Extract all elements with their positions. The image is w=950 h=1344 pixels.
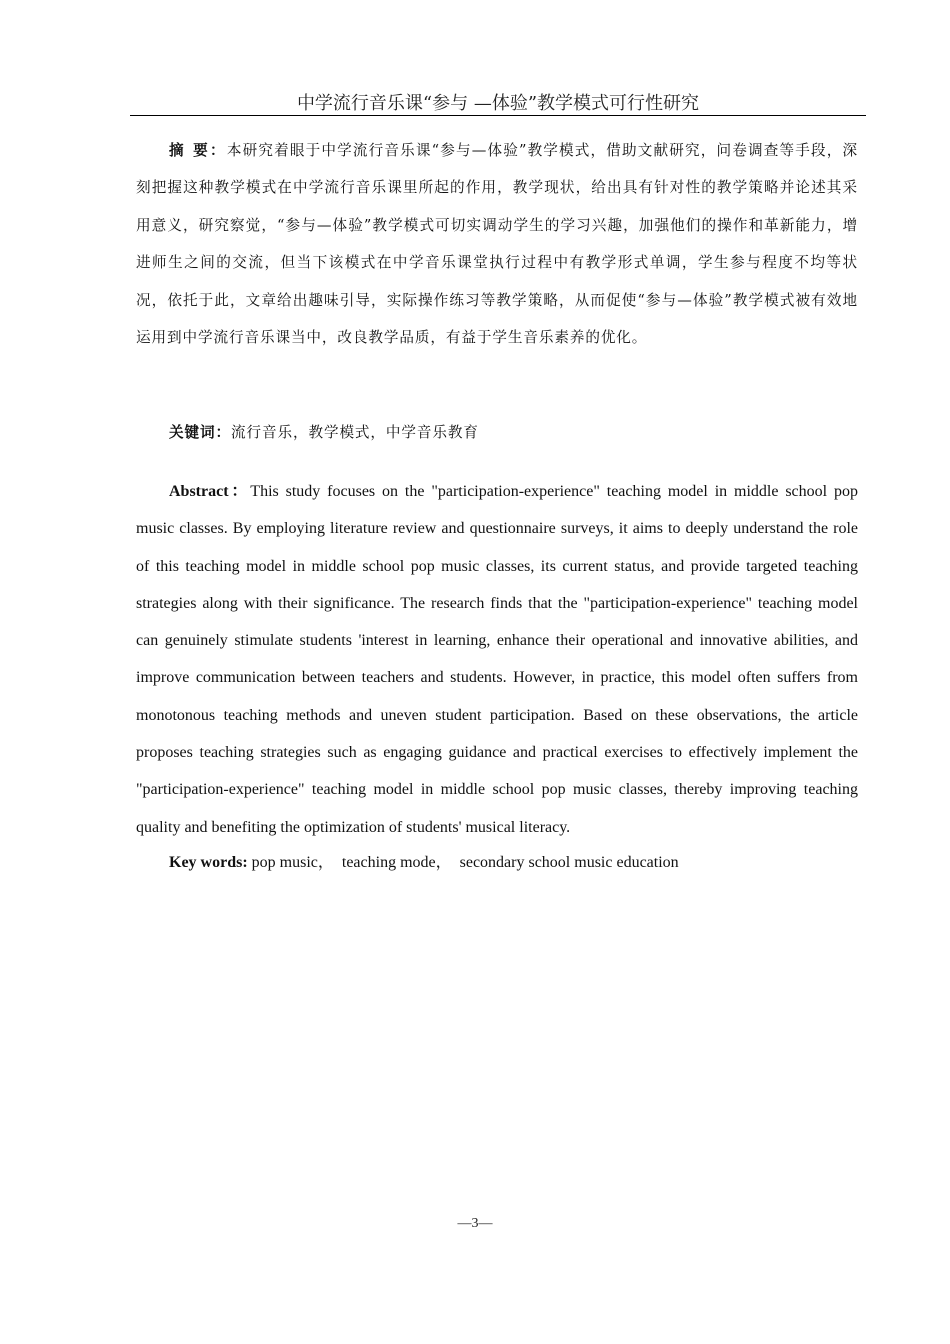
english-keywords-label: Key words:	[169, 854, 248, 871]
english-abstract-label: Abstract：	[169, 483, 251, 500]
english-abstract	[136, 473, 858, 846]
running-header-title: 中学流行音乐课“参与 —体验”教学模式可行性研究	[296, 93, 700, 114]
chinese-abstract-label: 摘 要：	[169, 142, 227, 159]
chinese-abstract	[136, 132, 858, 356]
english-abstract-text: This study focuses on the "participation-experience" teaching model in middle school pop music classes. By employing literature review and questionnaire surveys, it aims to deeply understand the role of this teaching model in middle school pop music classes, its current status, and provide targeted teaching strategies along with their significance. The research finds that the "participation-experience" teaching model can genuinely stimulate students 'interest in learning, enhance their operational and innovative abilities, and improve communication between teachers and students. However, in practice, this model often suffers from monotonous teaching methods and uneven student participation. Based on these observations, the article proposes teaching strategies such as engaging guidance and practical exercises to effectively implement the "participation-experience" teaching model in middle school pop music classes, thereby improving teaching quality and benefiting the optimization of students' musical literacy.	[136, 483, 858, 836]
english-keywords-text: pop music， teaching mode， secondary school music education	[247, 854, 679, 871]
english-keywords	[136, 844, 858, 881]
chinese-keywords-text: 流行音乐，教学模式，中学音乐教育	[230, 424, 479, 441]
chinese-keywords	[136, 414, 858, 451]
chinese-keywords-label: 关键词：	[169, 424, 231, 441]
header-divider	[130, 115, 866, 116]
page-number: —3—	[457, 1216, 493, 1231]
chinese-abstract-text: 本研究着眼于中学流行音乐课“参与—体验”教学模式，借助文献研究，问卷调查等手段，深刻把握这种教学模式在中学流行音乐课里所起的作用，教学现状，给出具有针对性的教学策略并论述其采用意义，研究察觉，“参与—体验”教学模式可切实调动学生的学习兴趣，加强他们的操作和革新能力，增进师生之间的交流，但当下该模式在中学音乐课堂执行过程中有教学形式单调，学生参与程度不均等状况，依托于此，文章给出趣味引导，实际操作练习等教学策略，从而促使“参与—体验”教学模式被有效地运用到中学流行音乐课当中，改良教学品质，有益于学生音乐素养的优化。	[136, 142, 858, 347]
